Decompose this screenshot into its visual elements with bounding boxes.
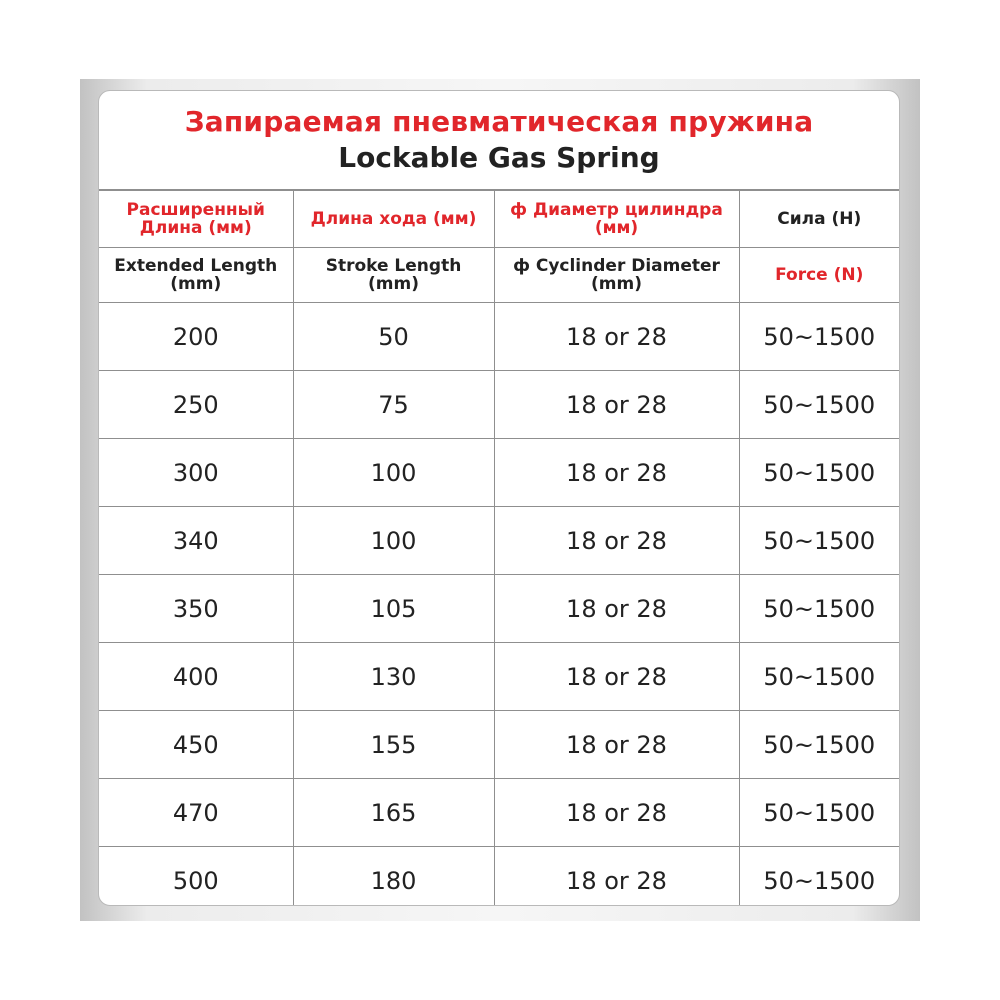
cell-cylinder-diameter: 18 or 28 <box>494 779 739 847</box>
header-line: (mm) <box>591 274 642 294</box>
table-row <box>99 371 899 439</box>
header-line: Длина (мм) <box>139 218 252 238</box>
cell-stroke-length: 105 <box>293 575 494 643</box>
cell-extended-length: 500 <box>99 847 293 907</box>
header-line: (mm) <box>368 274 419 294</box>
cell-force: 50~1500 <box>739 779 899 847</box>
cell-force: 50~1500 <box>739 439 899 507</box>
cell-cylinder-diameter: 18 or 28 <box>494 303 739 371</box>
header-cell-extended-length-en <box>99 248 293 303</box>
header-cell-force-ru <box>739 191 899 248</box>
header-row-russian <box>99 191 899 248</box>
cell-stroke-length: 180 <box>293 847 494 907</box>
title-block <box>99 91 899 190</box>
header-cell-stroke-length-en <box>293 248 494 303</box>
title-russian: Запираемая пневматическая пружина <box>184 105 814 138</box>
cell-stroke-length: 130 <box>293 643 494 711</box>
spec-table <box>99 190 899 906</box>
table-row <box>99 507 899 575</box>
cell-extended-length: 350 <box>99 575 293 643</box>
cell-extended-length: 400 <box>99 643 293 711</box>
cell-force: 50~1500 <box>739 371 899 439</box>
cell-extended-length: 450 <box>99 711 293 779</box>
cell-extended-length: 200 <box>99 303 293 371</box>
table-row <box>99 439 899 507</box>
spec-card <box>98 90 900 906</box>
cell-extended-length: 340 <box>99 507 293 575</box>
cell-cylinder-diameter: 18 or 28 <box>494 711 739 779</box>
header-cell-cylinder-diameter-ru <box>494 191 739 248</box>
cell-force: 50~1500 <box>739 507 899 575</box>
header-line: Stroke Length <box>325 256 462 276</box>
cell-cylinder-diameter: 18 or 28 <box>494 507 739 575</box>
cell-stroke-length: 155 <box>293 711 494 779</box>
cell-stroke-length: 100 <box>293 439 494 507</box>
header-line: (mm) <box>170 274 222 294</box>
table-row <box>99 711 899 779</box>
cell-extended-length: 470 <box>99 779 293 847</box>
header-line: Расширенный <box>126 200 265 220</box>
cell-stroke-length: 50 <box>293 303 494 371</box>
cell-cylinder-diameter: 18 or 28 <box>494 439 739 507</box>
header-line: Длина хода (мм) <box>310 209 477 229</box>
cell-cylinder-diameter: 18 or 28 <box>494 575 739 643</box>
cell-extended-length: 300 <box>99 439 293 507</box>
cell-force: 50~1500 <box>739 847 899 907</box>
title-english: Lockable Gas Spring <box>338 141 660 174</box>
header-cell-cylinder-diameter-en <box>494 248 739 303</box>
table-row <box>99 779 899 847</box>
cell-stroke-length: 100 <box>293 507 494 575</box>
table-row <box>99 643 899 711</box>
cell-force: 50~1500 <box>739 303 899 371</box>
header-line: Force (N) <box>775 265 864 285</box>
cell-stroke-length: 75 <box>293 371 494 439</box>
header-cell-force-en <box>739 248 899 303</box>
header-line: ф Cyclinder Diameter <box>513 256 720 276</box>
cell-force: 50~1500 <box>739 711 899 779</box>
table-row <box>99 575 899 643</box>
cell-cylinder-diameter: 18 or 28 <box>494 847 739 907</box>
table-row <box>99 303 899 371</box>
header-line: (мм) <box>594 218 639 238</box>
header-line: ф Диаметр цилиндра <box>510 200 723 220</box>
header-cell-stroke-length-ru <box>293 191 494 248</box>
cell-stroke-length: 165 <box>293 779 494 847</box>
header-row-english <box>99 248 899 303</box>
header-cell-extended-length-ru <box>99 191 293 248</box>
cell-force: 50~1500 <box>739 575 899 643</box>
cell-force: 50~1500 <box>739 643 899 711</box>
cell-cylinder-diameter: 18 or 28 <box>494 643 739 711</box>
header-line: Сила (Н) <box>777 209 862 229</box>
cell-extended-length: 250 <box>99 371 293 439</box>
table-row <box>99 847 899 907</box>
cell-cylinder-diameter: 18 or 28 <box>494 371 739 439</box>
header-line: Extended Length <box>114 256 278 276</box>
